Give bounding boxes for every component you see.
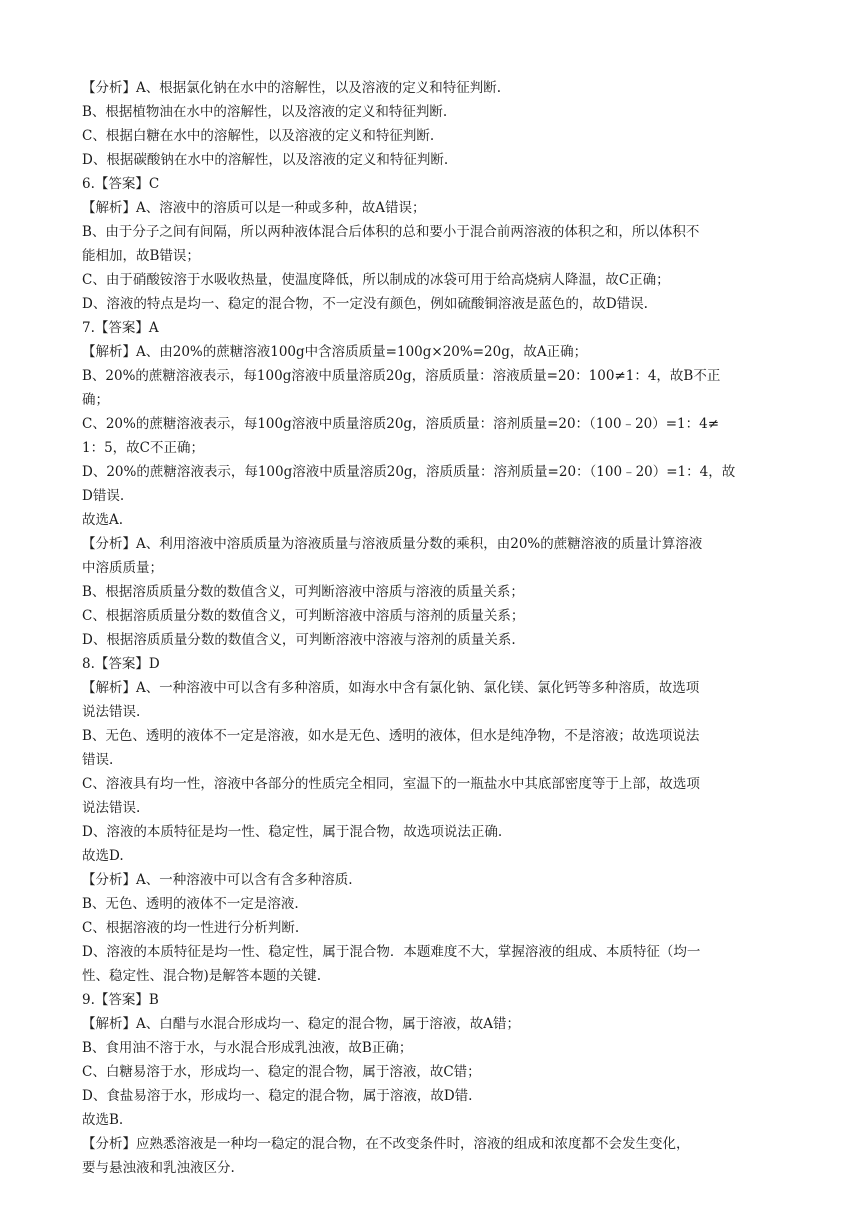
text-line: 说法错误. bbox=[82, 704, 141, 720]
text-line: C、20%的蔗糖溶液表示，每100g溶液中质量溶质20g，溶质质量：溶剂质量=20：（100﹣20）=1：4≠ bbox=[82, 416, 720, 432]
text-line: 1：5，故C不正确； bbox=[82, 440, 205, 456]
text-line: 【分析】应熟悉溶液是一种均一稳定的混合物，在不改变条件时，溶液的组成和浓度都不会发生变化， bbox=[82, 1136, 690, 1152]
text-line: B、20%的蔗糖溶液表示，每100g溶液中质量溶质20g，溶质质量：溶液质量=20：100≠1：4，故B不正 bbox=[82, 368, 721, 384]
text-line: 【解析】A、溶液中的溶质可以是一种或多种，故A错误； bbox=[82, 200, 426, 216]
text-line: D、溶液的特点是均一、稳定的混合物，不一定没有颜色，例如硫酸铜溶液是蓝色的，故D错误. bbox=[82, 296, 648, 312]
answer-heading-6: 6.【答案】C bbox=[82, 176, 160, 192]
text-line: D、根据碳酸钠在水中的溶解性，以及溶液的定义和特征判断. bbox=[82, 152, 449, 168]
text-line: 【分析】A、根据氯化钠在水中的溶解性，以及溶液的定义和特征判断. bbox=[82, 80, 502, 96]
text-line: B、根据植物油在水中的溶解性，以及溶液的定义和特征判断. bbox=[82, 104, 448, 120]
text-line: 【分析】A、一种溶液中可以含有含多种溶质. bbox=[82, 872, 353, 888]
text-line: 能相加，故B错误； bbox=[82, 248, 200, 264]
text-line: 【解析】A、白醋与水混合形成均一、稳定的混合物，属于溶液，故A错； bbox=[82, 1016, 520, 1032]
text-line: 说法错误. bbox=[82, 800, 141, 816]
text-line: 故选A. bbox=[82, 512, 124, 528]
text-line: 故选B. bbox=[82, 1112, 124, 1128]
text-line: 要与悬浊液和乳浊液区分. bbox=[82, 1160, 235, 1176]
text-line: 【解析】A、一种溶液中可以含有多种溶质，如海水中含有氯化钠、氯化镁、氯化钙等多种溶质，故选项 bbox=[82, 680, 700, 696]
text-line: D、溶液的本质特征是均一性、稳定性，属于混合物，故选项说法正确. bbox=[82, 824, 503, 840]
answer-heading-7: 7.【答案】A bbox=[82, 320, 159, 336]
text-line: 【解析】A、由20%的蔗糖溶液100g中含溶质质量=100g×20%=20g，故A正确； bbox=[82, 344, 588, 360]
text-line: 错误. bbox=[82, 752, 114, 768]
text-line: B、食用油不溶于水，与水混合形成乳浊液，故B正确； bbox=[82, 1040, 413, 1056]
text-line: D、根据溶质质量分数的数值含义，可判断溶液中溶液与溶剂的质量关系. bbox=[82, 632, 516, 648]
text-line: C、白糖易溶于水，形成均一、稳定的混合物，属于溶液，故C错； bbox=[82, 1064, 481, 1080]
text-line: C、根据溶液的均一性进行分析判断. bbox=[82, 920, 300, 936]
answer-heading-8: 8.【答案】D bbox=[82, 656, 160, 672]
text-line: D、食盐易溶于水，形成均一、稳定的混合物，属于溶液，故D错. bbox=[82, 1088, 473, 1104]
text-line: C、由于硝酸铵溶于水吸收热量，使温度降低，所以制成的冰袋可用于给高烧病人降温，故C正确； bbox=[82, 272, 670, 288]
text-line: B、无色、透明的液体不一定是溶液. bbox=[82, 896, 299, 912]
text-line: B、由于分子之间有间隔，所以两种液体混合后体积的总和要小于混合前两溶液的体积之和，所以体积不 bbox=[82, 224, 700, 240]
text-line: D、20%的蔗糖溶液表示，每100g溶液中质量溶质20g，溶质质量：溶剂质量=20：（100﹣20）=1：4，故 bbox=[82, 464, 736, 480]
text-line: D、溶液的本质特征是均一性、稳定性，属于混合物．本题难度不大，掌握溶液的组成、本质特征（均一 bbox=[82, 944, 701, 960]
text-line: 【分析】A、利用溶液中溶质质量为溶液质量与溶液质量分数的乘积，由20%的蔗糖溶液的质量计算溶液 bbox=[82, 536, 703, 552]
document-page bbox=[82, 76, 782, 1180]
text-line: 故选D. bbox=[82, 848, 124, 864]
text-line: C、根据溶质质量分数的数值含义，可判断溶液中溶质与溶剂的质量关系； bbox=[82, 608, 525, 624]
text-line: C、溶液具有均一性，溶液中各部分的性质完全相同，室温下的一瓶盐水中其底部密度等于上部，故选项 bbox=[82, 776, 700, 792]
text-line: 性、稳定性、混合物)是解答本题的关键. bbox=[82, 968, 322, 984]
text-line: B、无色、透明的液体不一定是溶液，如水是无色、透明的液体，但水是纯净物，不是溶液；故选项说法 bbox=[82, 728, 700, 744]
text-line: 确； bbox=[82, 392, 109, 408]
text-line: B、根据溶质质量分数的数值含义，可判断溶液中溶质与溶液的质量关系； bbox=[82, 584, 524, 600]
answer-heading-9: 9.【答案】B bbox=[82, 992, 159, 1008]
text-line: 中溶质质量； bbox=[82, 560, 163, 576]
text-line: D错误. bbox=[82, 488, 125, 504]
text-line: C、根据白糖在水中的溶解性，以及溶液的定义和特征判断. bbox=[82, 128, 435, 144]
